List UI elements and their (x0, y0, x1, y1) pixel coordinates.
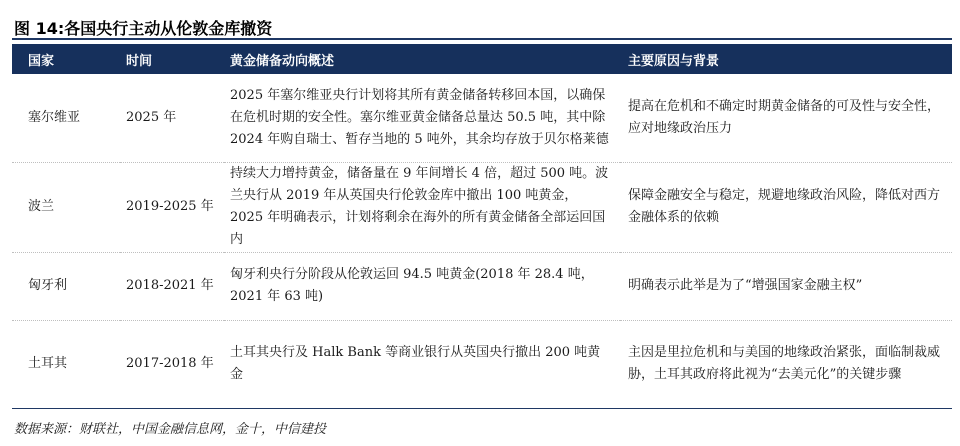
cell-time: 2019-2025 年 (120, 162, 224, 252)
gold-repatriation-table (12, 44, 952, 409)
cell-country: 波兰 (12, 162, 120, 252)
cell-summary: 2025 年塞尔维亚央行计划将其所有黄金储备转移回本国，以确保在危机时期的安全性。塞尔维亚黄金储备总量达 50.5 吨，其中除 2024 年购自瑞士、暂存当地的 5 吨外，其余均存放于贝尔格莱德 (224, 74, 620, 162)
figure-title-bar (12, 10, 952, 40)
cell-country: 塞尔维亚 (12, 74, 120, 162)
cell-country: 土耳其 (12, 320, 120, 408)
cell-time: 2017-2018 年 (120, 320, 224, 408)
header-time: 时间 (120, 44, 224, 74)
header-summary: 黄金储备动向概述 (224, 44, 620, 74)
cell-time: 2018-2021 年 (120, 252, 224, 320)
cell-reason: 主因是里拉危机和与美国的地缘政治紧张，面临制裁威胁，土耳其政府将此视为“去美元化”的关键步骤 (620, 320, 952, 408)
table-header-row (12, 44, 952, 74)
cell-reason: 明确表示此举是为了“增强国家金融主权” (620, 252, 952, 320)
cell-summary: 土耳其央行及 Halk Bank 等商业银行从英国央行撤出 200 吨黄金 (224, 320, 620, 408)
cell-country: 匈牙利 (12, 252, 120, 320)
cell-summary: 匈牙利央行分阶段从伦敦运回 94.5 吨黄金(2018 年 28.4 吨，2021 年 63 吨) (224, 252, 620, 320)
cell-reason: 保障金融安全与稳定，规避地缘政治风险，降低对西方金融体系的依赖 (620, 162, 952, 252)
table-row (12, 74, 952, 162)
table-row (12, 162, 952, 252)
data-source-note: 数据来源：财联社，中国金融信息网，金十，中信建投 (14, 422, 327, 437)
table-row (12, 320, 952, 408)
header-reason: 主要原因与背景 (620, 44, 952, 74)
table-row (12, 252, 952, 320)
cell-summary: 持续大力增持黄金，储备量在 9 年间增长 4 倍，超过 500 吨。波兰央行从 2019 年从英国央行伦敦金库中撤出 100 吨黄金，2025 年明确表示，计划将剩余在海外的所有黄金储备全部运回国内 (224, 162, 620, 252)
cell-reason: 提高在危机和不确定时期黄金储备的可及性与安全性，应对地缘政治压力 (620, 74, 952, 162)
header-country: 国家 (12, 44, 120, 74)
cell-time: 2025 年 (120, 74, 224, 162)
figure-title: 图 14:各国央行主动从伦敦金库撤资 (14, 19, 273, 38)
